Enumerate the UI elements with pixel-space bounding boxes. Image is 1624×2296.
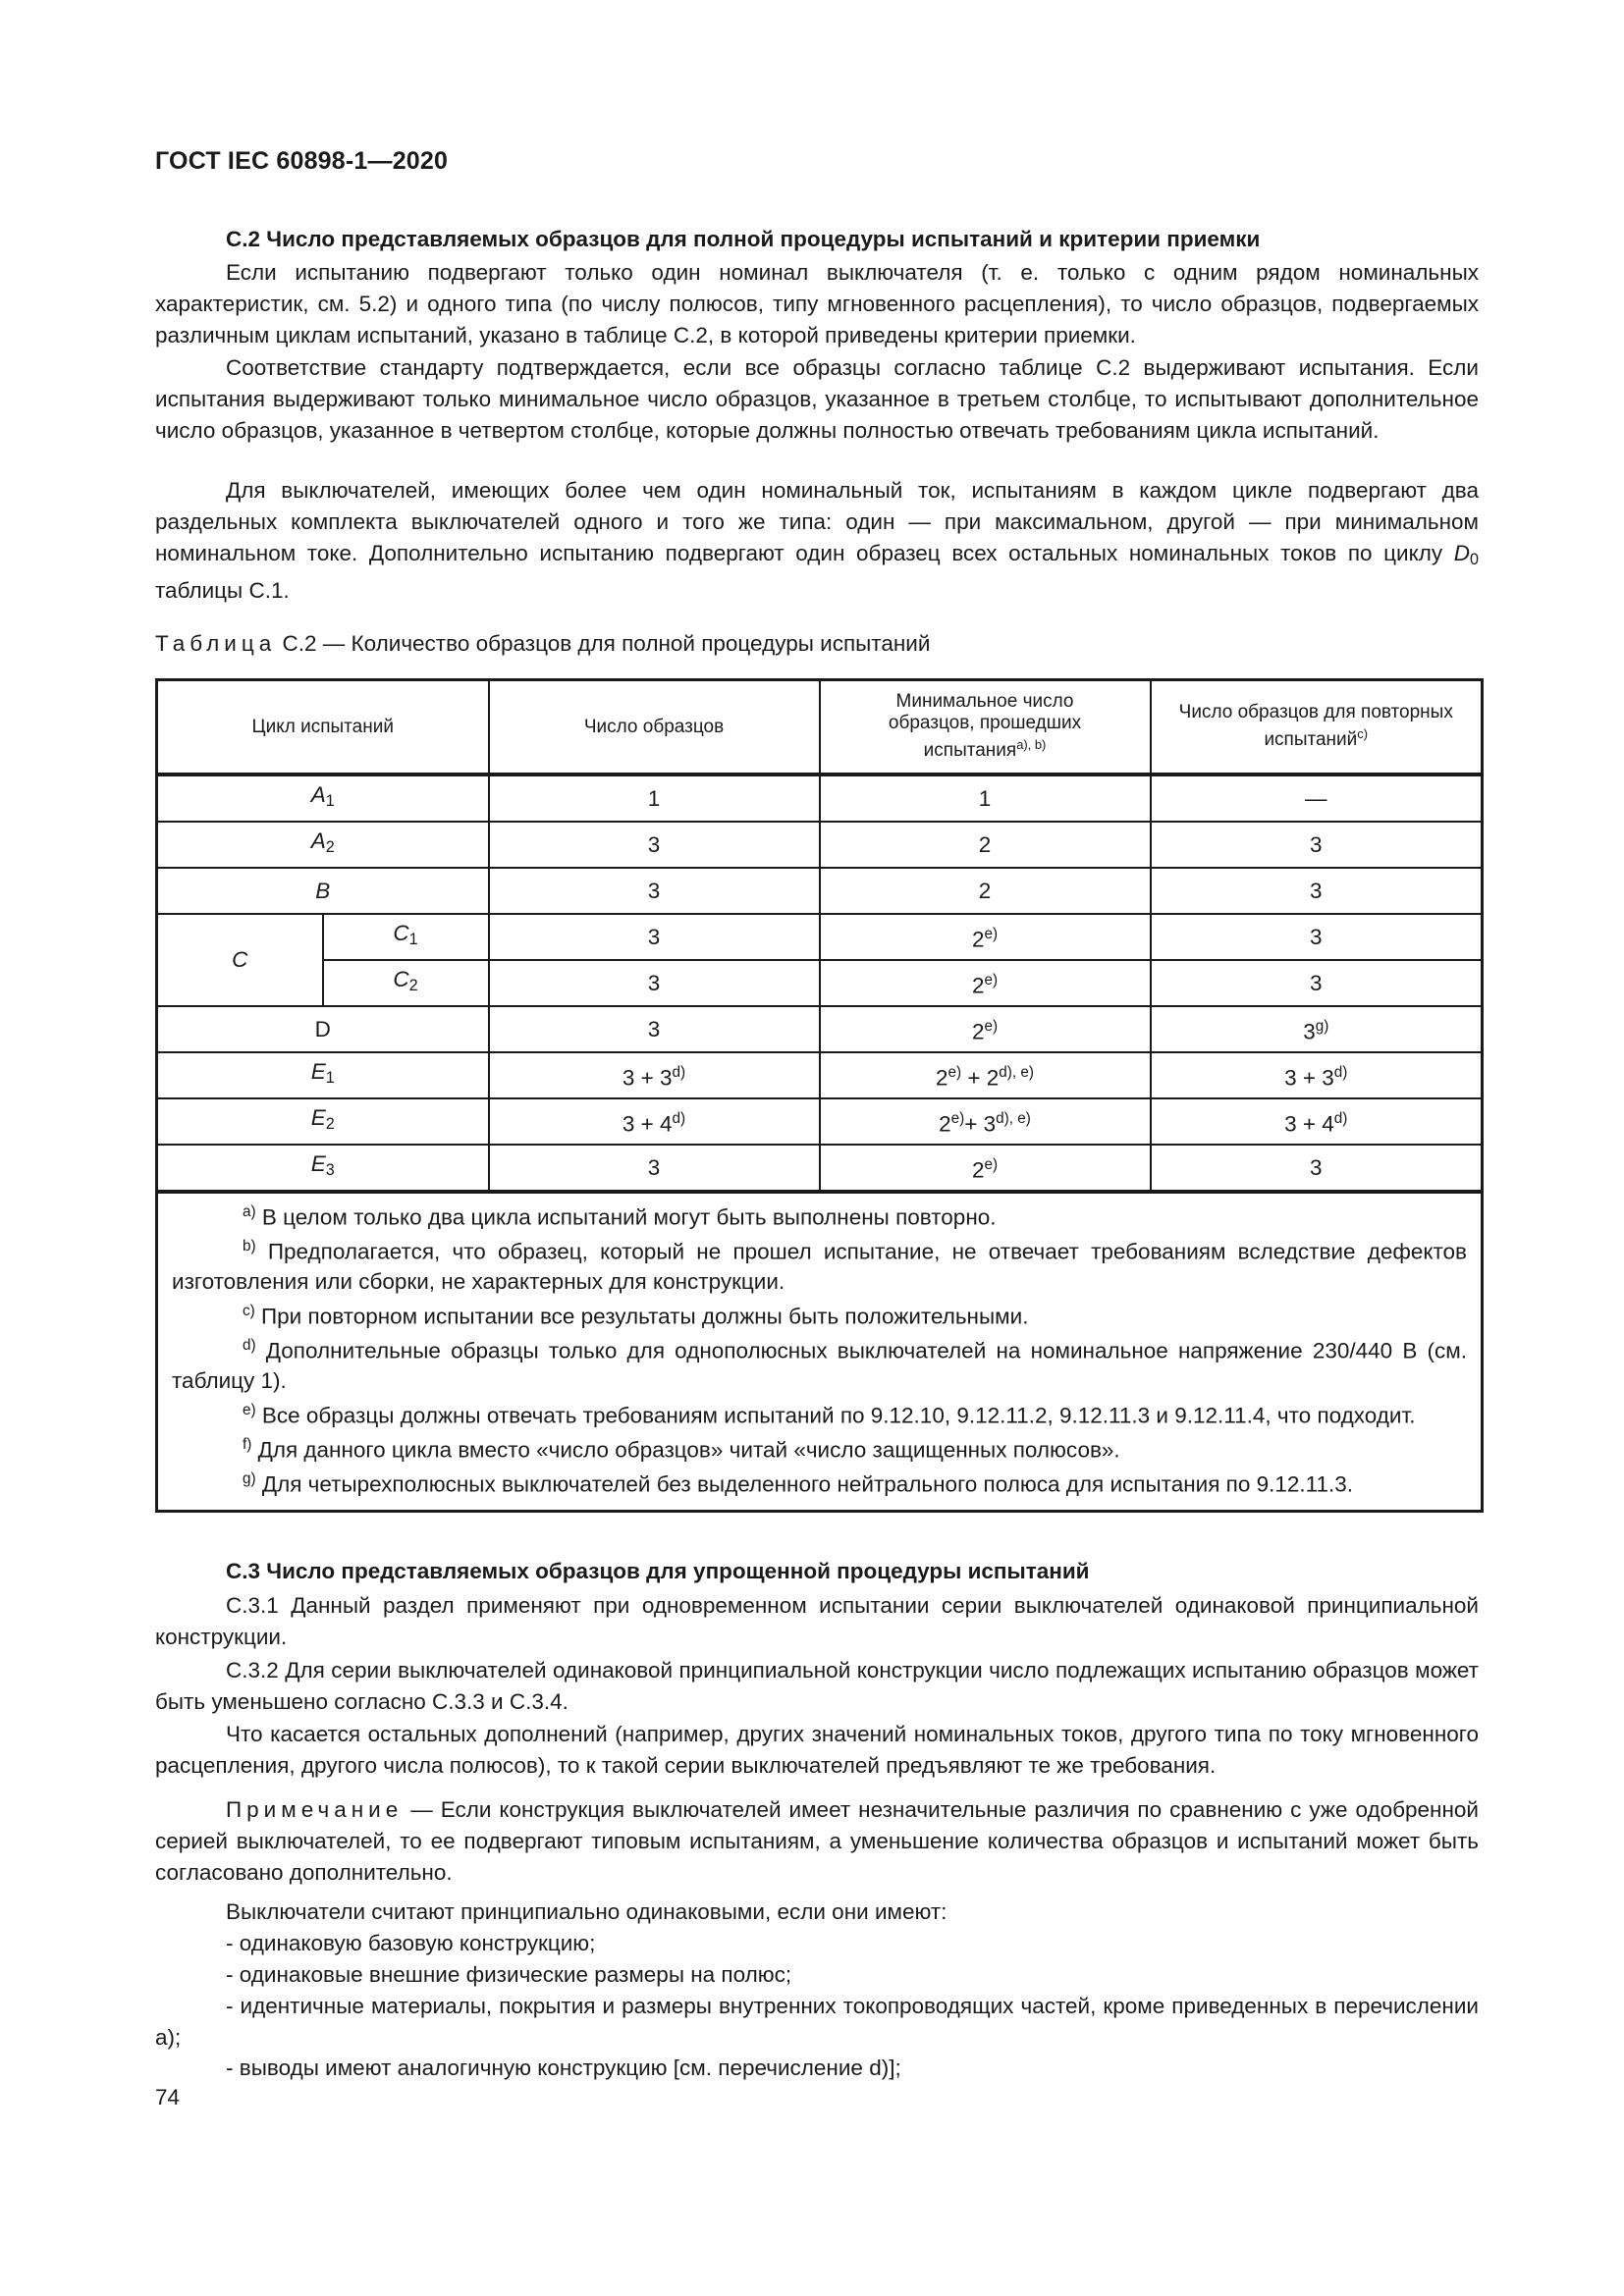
count-cell: 1 bbox=[489, 774, 820, 822]
cycle-symbol: C bbox=[393, 967, 409, 992]
retest-cell: 3 bbox=[1151, 822, 1483, 868]
cycle-subscript: 0 bbox=[1469, 551, 1479, 569]
footnote-ref: d) bbox=[1333, 1109, 1348, 1127]
count-cell: 3 bbox=[489, 1006, 820, 1052]
cycle-subscript: 2 bbox=[325, 1115, 335, 1134]
document-header: ГОСТ IEC 60898-1—2020 bbox=[155, 147, 449, 175]
paragraph-3-text: Для выключателей, имеющих более чем один номинальный ток, испытаниям в каждом цикле подвергают два раздельных комплекта выключателей одного и того же типа: один — при максимальном, другой — при минимальном номинальном токе. Дополнительно испытанию подвергают один образец всех остальных номинальных токов по циклу bbox=[155, 478, 1479, 565]
min-value-extra: + 3 bbox=[964, 1111, 997, 1137]
header-retest-text: Число образцов для повторных испытаний bbox=[1178, 702, 1453, 751]
cycle-cell bbox=[157, 822, 489, 868]
section-c3-note bbox=[155, 1794, 1479, 1889]
footnote-ref: d), e) bbox=[996, 1109, 1031, 1127]
retest-cell bbox=[1151, 1052, 1483, 1098]
min-cell: 2 bbox=[820, 822, 1151, 868]
cycle-symbol: D bbox=[1453, 541, 1470, 565]
footnote-ref: e) bbox=[984, 1155, 999, 1173]
table-notes-row bbox=[157, 1192, 1483, 1511]
retest-cell: — bbox=[1151, 774, 1483, 822]
note-text: Предполагается, что образец, который не прошел испытание, не отвечает требованиям вследствие дефектов изготовления или сборки, не характерных для конструкции. bbox=[172, 1239, 1467, 1294]
min-cell bbox=[820, 1006, 1151, 1052]
footnote-ref: e) bbox=[950, 1109, 965, 1127]
table-caption-text: С.2 — Количество образцов для полной процедуры испытаний bbox=[276, 631, 931, 656]
count-cell: 3 bbox=[489, 822, 820, 868]
cycle-cell bbox=[157, 1052, 489, 1098]
criteria-list-item: - одинаковые внешние физические размеры на полюс; bbox=[226, 1962, 792, 1987]
table-note bbox=[172, 1297, 1467, 1331]
section-c3-paragraph-1: С.3.1 Данный раздел применяют при одновременном испытании серии выключателей одинаковой принципиальной конструкции. bbox=[155, 1593, 1479, 1649]
table-caption-prefix: Таблица bbox=[155, 631, 277, 656]
section-c3-paragraph-2: С.3.2 Для серии выключателей одинаковой принципиальной конструкции число подлежащих испытанию образцов может быть уменьшено согласно С.3.3 и С.3.4. bbox=[155, 1658, 1479, 1714]
footnote-ref: d) bbox=[672, 1109, 686, 1127]
note-text: В целом только два цикла испытаний могут быть выполнены повторно. bbox=[255, 1204, 997, 1230]
header-min-passed bbox=[820, 680, 1151, 775]
cycle-group-symbol: C bbox=[232, 947, 248, 972]
min-value: 2 bbox=[971, 1157, 985, 1183]
header-min-passed-text: Минимальное число образцов, прошедших испытания bbox=[888, 691, 1082, 762]
min-cell bbox=[820, 914, 1151, 960]
cycle-cell bbox=[157, 1145, 489, 1192]
cycle-symbol: E bbox=[310, 1151, 326, 1177]
note-mark: e) bbox=[243, 1401, 256, 1418]
min-cell bbox=[820, 1052, 1151, 1098]
section-c3-paragraph-4: Выключатели считают принципиально одинаковыми, если они имеют: bbox=[226, 1899, 947, 1924]
footnote-ref: d) bbox=[672, 1063, 686, 1081]
count-value: 3 + 4 bbox=[622, 1111, 673, 1137]
table-row bbox=[157, 914, 1483, 960]
samples-table bbox=[155, 678, 1484, 1513]
table-row bbox=[157, 1006, 1483, 1052]
retest-value: 3 + 3 bbox=[1284, 1065, 1334, 1091]
retest-cell: 3 bbox=[1151, 868, 1483, 914]
table-row bbox=[157, 1052, 1483, 1098]
cycle-subscript: 1 bbox=[325, 1069, 335, 1088]
cycle-symbol: B bbox=[315, 878, 331, 903]
min-value: 2 bbox=[936, 1065, 948, 1091]
header-sample-count: Число образцов bbox=[489, 680, 820, 775]
section-c2-paragraph-1: Если испытанию подвергают только один номинал выключателя (т. е. только с одним рядом номинальных характеристик, см. 5.2) и одного типа (по числу полюсов, типу мгновенного расцепления), то число образцов, подвергаемых различным циклам испытаний, указано в таблице С.2, в которой приведены критерии приемки. bbox=[155, 260, 1479, 347]
header-test-cycle: Цикл испытаний bbox=[157, 680, 489, 775]
count-cell: 3 bbox=[489, 868, 820, 914]
footnote-ref: g) bbox=[1315, 1017, 1329, 1035]
note-text: Для четырехполюсных выключателей без выделенного нейтрального полюса для испытания по 9.12.11.3. bbox=[255, 1471, 1353, 1497]
cycle-subscript: 3 bbox=[325, 1161, 335, 1180]
footnote-ref: e) bbox=[984, 925, 999, 942]
cycle-subscript: 2 bbox=[408, 977, 418, 995]
page-number: 74 bbox=[155, 2085, 181, 2109]
table-notes bbox=[157, 1192, 1483, 1511]
table-row bbox=[157, 960, 1483, 1006]
cycle-subscript: 2 bbox=[325, 838, 335, 857]
min-cell bbox=[820, 1098, 1151, 1145]
cycle-symbol: C bbox=[393, 921, 409, 946]
count-cell: 3 bbox=[489, 1145, 820, 1192]
count-cell bbox=[489, 1098, 820, 1145]
cycle-cell: D bbox=[157, 1006, 489, 1052]
note-mark: d) bbox=[243, 1337, 256, 1355]
note-text: Для данного цикла вместо «число образцов» читай «число защищенных полюсов». bbox=[251, 1437, 1120, 1463]
min-value: 2 bbox=[971, 1019, 985, 1044]
retest-cell: 3 bbox=[1151, 960, 1483, 1006]
cycle-cell bbox=[157, 1098, 489, 1145]
note-label: Примечание bbox=[226, 1797, 404, 1822]
table-header-row bbox=[157, 680, 1483, 775]
cycle-cell bbox=[157, 868, 489, 914]
cycle-symbol: E bbox=[310, 1059, 326, 1085]
table-note bbox=[172, 1396, 1467, 1430]
footnote-ref: e) bbox=[947, 1063, 962, 1081]
count-cell: 3 bbox=[489, 914, 820, 960]
subcycle-cell bbox=[323, 914, 489, 960]
section-c3-paragraph-3: Что касается остальных дополнений (например, других значений номинальных токов, другого типа по току мгновенного расцепления, другого числа полюсов), то к такой серии выключателей предъявляют те же требования. bbox=[155, 1722, 1479, 1778]
table-note bbox=[172, 1465, 1467, 1499]
cycle-symbol: E bbox=[310, 1105, 326, 1131]
table-note bbox=[172, 1430, 1467, 1465]
note-mark: c) bbox=[243, 1302, 255, 1319]
footnote-ref: e) bbox=[984, 971, 999, 988]
table-note bbox=[172, 1232, 1467, 1296]
note-text: Дополнительные образцы только для однополюсных выключателей на номинальное напряжение 230/440 В (см. таблицу 1). bbox=[172, 1338, 1467, 1393]
cycle-cell bbox=[157, 774, 489, 822]
section-c2-paragraph-2: Соответствие стандарту подтверждается, если все образцы согласно таблице С.2 выдерживают испытания. Если испытания выдерживают только минимальное число образцов, указанное в третьем столбце, то испытывают дополнительное число образцов, указанное в четвертом столбце, которые должны полностью отвечать требованиям цикла испытаний. bbox=[155, 355, 1479, 443]
cycle-symbol: A bbox=[310, 782, 326, 808]
header-min-passed-sup: a), b) bbox=[1016, 737, 1047, 753]
retest-value: 3 bbox=[1303, 1019, 1316, 1044]
min-value: 2 bbox=[939, 1111, 951, 1137]
min-value-extra: + 2 bbox=[961, 1065, 1000, 1091]
note-text: Все образцы должны отвечать требованиям испытаний по 9.12.10, 9.12.11.2, 9.12.11.3 и 9.12.11.4, что подходит. bbox=[255, 1403, 1416, 1428]
retest-value: 3 + 4 bbox=[1284, 1111, 1334, 1137]
count-value: 3 + 3 bbox=[622, 1065, 673, 1091]
subcycle-cell bbox=[323, 960, 489, 1006]
retest-cell: 3 bbox=[1151, 914, 1483, 960]
header-retest bbox=[1151, 680, 1483, 775]
min-cell: 1 bbox=[820, 774, 1151, 822]
footnote-ref: d) bbox=[1333, 1063, 1348, 1081]
note-mark: b) bbox=[243, 1238, 256, 1255]
count-cell: 3 bbox=[489, 960, 820, 1006]
header-retest-sup: c) bbox=[1357, 726, 1369, 742]
min-cell bbox=[820, 960, 1151, 1006]
table-row bbox=[157, 774, 1483, 822]
footnote-ref: d), e) bbox=[999, 1063, 1034, 1081]
footnote-ref: e) bbox=[984, 1017, 999, 1035]
note-mark: g) bbox=[243, 1470, 256, 1488]
section-c3-heading: С.3 Число представляемых образцов для упрощенной процедуры испытаний bbox=[226, 1559, 1090, 1583]
cycle-group-cell bbox=[157, 914, 323, 1006]
table-row bbox=[157, 822, 1483, 868]
criteria-list-item: - выводы имеют аналогичную конструкцию [см. перечисление d)]; bbox=[226, 2056, 901, 2080]
criteria-list-item: - одинаковую базовую конструкцию; bbox=[226, 1931, 596, 1955]
note-mark: a) bbox=[243, 1203, 256, 1220]
cycle-symbol: A bbox=[310, 828, 326, 854]
table-note bbox=[172, 1198, 1467, 1232]
table-row bbox=[157, 1145, 1483, 1192]
note-text: — Если конструкция выключателей имеет незначительные различия по сравнению с уже одобренной серией выключателей, то ее подвергают типовым испытаниям, а уменьшение количества образцов и испытаний может быть согласовано дополнительно. bbox=[155, 1797, 1479, 1885]
table-row bbox=[157, 868, 1483, 914]
section-c2-paragraph-3 bbox=[155, 475, 1479, 607]
min-value: 2 bbox=[971, 927, 985, 952]
section-c2-heading: С.2 Число представляемых образцов для полной процедуры испытаний и критерии приемки bbox=[226, 227, 1261, 251]
note-mark: f) bbox=[243, 1436, 252, 1454]
retest-cell bbox=[1151, 1006, 1483, 1052]
table-row bbox=[157, 1098, 1483, 1145]
table-caption bbox=[155, 628, 1479, 660]
count-cell bbox=[489, 1052, 820, 1098]
min-cell bbox=[820, 1145, 1151, 1192]
criteria-list-item: - идентичные материалы, покрытия и размеры внутренних токопроводящих частей, кроме приведенных в перечислении а); bbox=[155, 1994, 1479, 2050]
retest-cell: 3 bbox=[1151, 1145, 1483, 1192]
min-value: 2 bbox=[971, 973, 985, 998]
paragraph-3-end: таблицы С.1. bbox=[155, 578, 290, 604]
retest-cell bbox=[1151, 1098, 1483, 1145]
cycle-subscript: 1 bbox=[408, 931, 418, 949]
table-note bbox=[172, 1331, 1467, 1395]
min-cell: 2 bbox=[820, 868, 1151, 914]
note-text: При повторном испытании все результаты должны быть положительными. bbox=[254, 1304, 1029, 1329]
cycle-subscript: 1 bbox=[325, 792, 335, 811]
